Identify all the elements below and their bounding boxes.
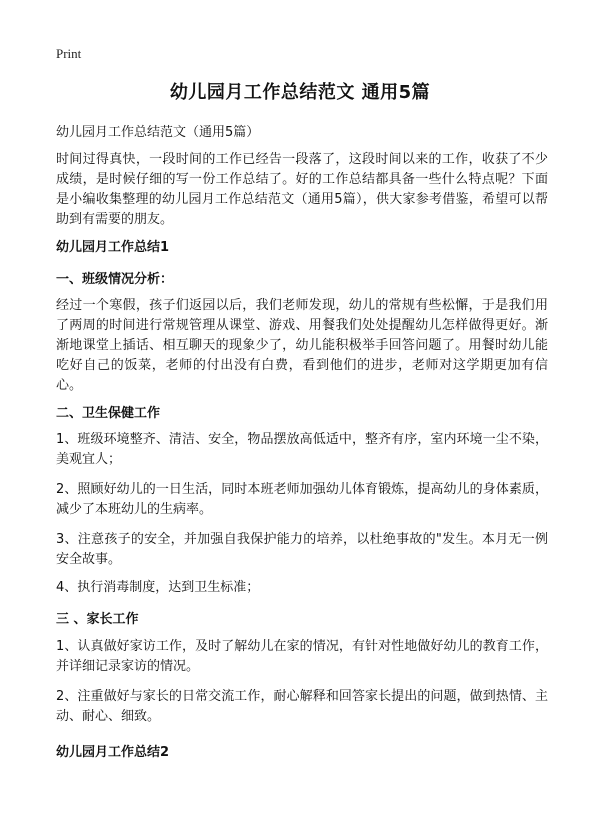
document-subtitle: 幼儿园月工作总结范文（通用5篇） xyxy=(56,125,260,140)
document-title: 幼儿园月工作总结范文 通用5篇 xyxy=(169,82,431,103)
part-1-paragraph: 经过一个寒假，孩子们返园以后，我们老师发现，幼儿的常规有些松懈，于是我们用了两周的时间进行常规管理从课堂、游戏、用餐我们处处提醒幼儿怎样做得更好。渐渐地课堂上插话、相互聊天的现象少了，幼儿能积极举手回答问题了。用餐时幼儿能吃好自己的饭菜，老师的付出没有白费，看到他们的进步，老师对这学期更加有信心。 xyxy=(56,298,548,393)
part-2-item-4: 4、执行消毒制度，达到卫生标准； xyxy=(56,580,260,595)
intro-paragraph: 时间过得真快，一段时间的工作已经告一段落了，这段时间以来的工作，收获了不少成绩，是时候仔细的写一份工作总结了。好的工作总结都具备一些什么特点呢？下面是小编收集整理的幼儿园月工作总结范文（通用5篇），供大家参考借鉴，希望可以帮助到有需要的朋友。 xyxy=(56,152,548,227)
part-2-item-2: 2、照顾好幼儿的一日生活，同时本班老师加强幼儿体育锻炼，提高幼儿的身体素质，减少了本班幼儿的生病率。 xyxy=(56,482,548,517)
part-1-heading: 一、班级情况分析： xyxy=(56,272,174,287)
part-2-item-1: 1、班级环境整齐、清洁、安全，物品摆放高低适中，整齐有序，室内环境一尘不染，美观宜人； xyxy=(56,432,548,467)
part-3-item-1: 1、认真做好家访工作，及时了解幼儿在家的情况，有针对性地做好幼儿的教育工作，并详细记录家访的情况。 xyxy=(56,639,548,674)
print-link[interactable]: Print xyxy=(56,46,82,61)
part-3-heading: 三 、家长工作 xyxy=(56,612,139,627)
part-3-item-2: 2、注重做好与家长的日常交流工作，耐心解释和回答家长提出的问题，做到热情、主动、耐心、细致。 xyxy=(56,689,548,724)
section-2-title: 幼儿园月工作总结2 xyxy=(56,745,170,760)
part-2-item-3: 3、注意孩子的安全，并加强自我保护能力的培养，以杜绝事故的"发生。本月无一例安全故事。 xyxy=(56,532,548,567)
section-1-title: 幼儿园月工作总结1 xyxy=(56,240,170,255)
part-2-heading: 二、卫生保健工作 xyxy=(56,406,161,421)
